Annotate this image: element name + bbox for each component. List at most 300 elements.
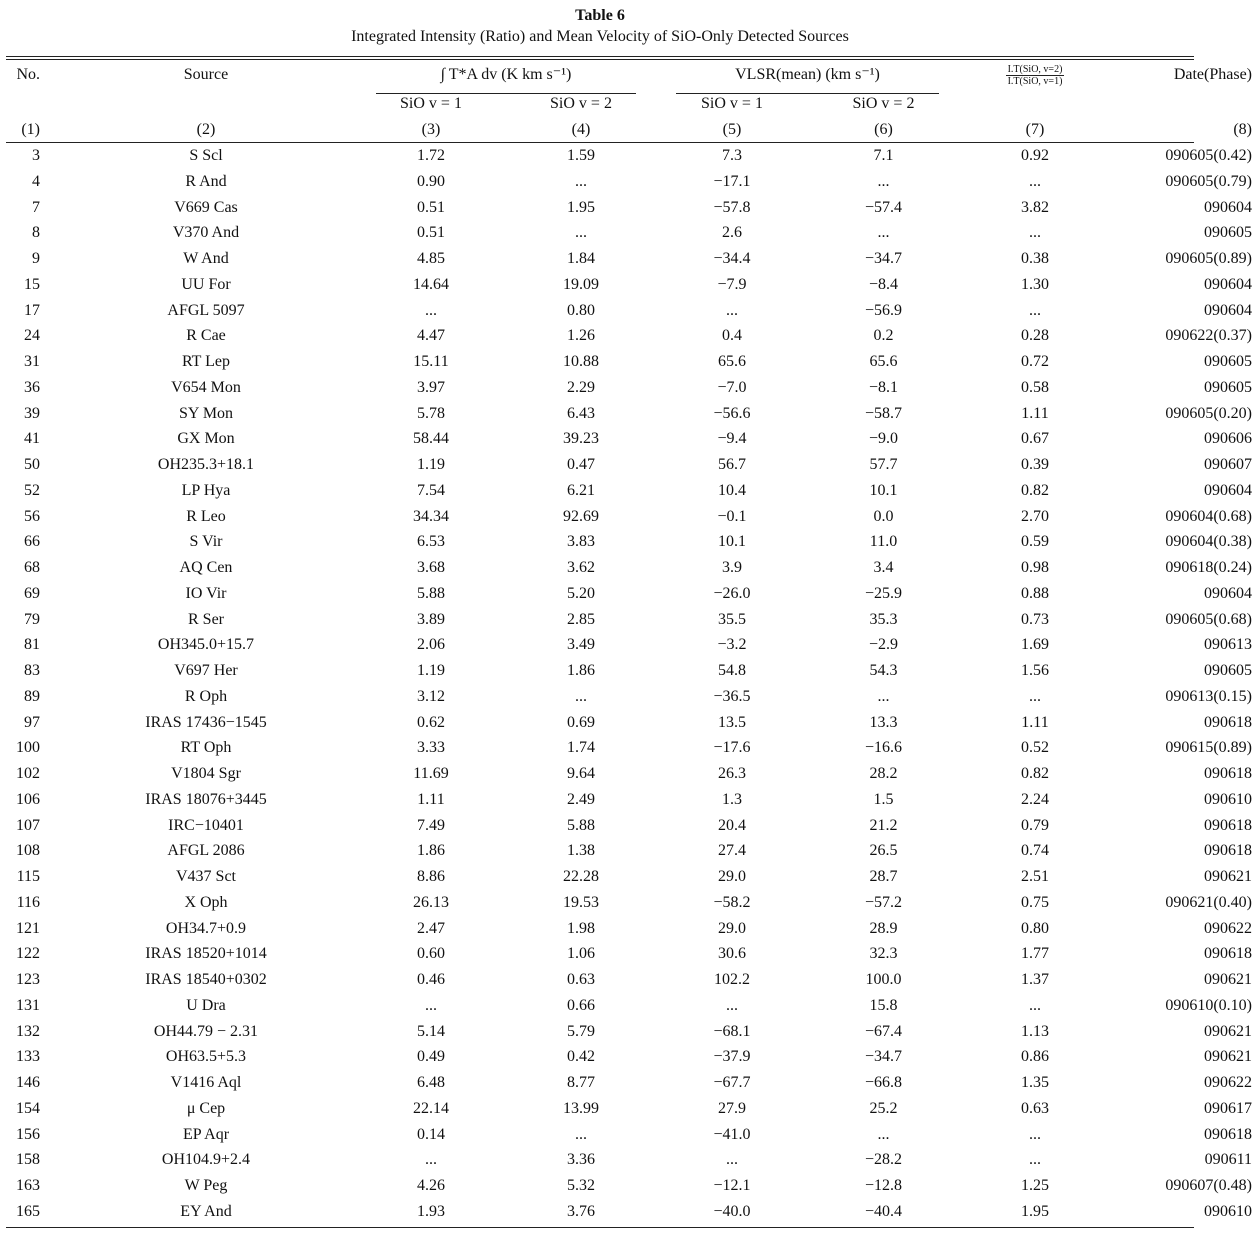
cell-int-sio-v1: 4.85 — [417, 250, 445, 267]
cell-int-sio-v1: 2.47 — [417, 919, 445, 937]
cell-int-sio-v2: 3.76 — [567, 1202, 595, 1220]
cell-vel-sio-v1: 0.4 — [722, 327, 742, 345]
cell-int-sio-v1: 26.13 — [413, 893, 449, 911]
cell-date: 090604 — [1204, 301, 1252, 319]
cell-date: 090618 — [1204, 765, 1252, 782]
cell-int-sio-v1: 7.49 — [417, 816, 445, 834]
cell-int-sio-v1: 4.47 — [417, 327, 445, 345]
cell-int-sio-v1: 2.06 — [417, 636, 445, 654]
cell-int-sio-v1: 0.62 — [417, 713, 445, 731]
cell-source: V1804 Sgr — [171, 765, 241, 782]
cell-no: 3 — [32, 147, 40, 164]
cell-no: 131 — [16, 996, 40, 1014]
cell-int-sio-v1: 14.64 — [413, 275, 449, 293]
cell-date: 090604 — [1204, 584, 1252, 602]
cell-date: 090613(0.15) — [1165, 687, 1252, 705]
cell-date: 090605(0.89) — [1165, 250, 1252, 267]
cell-vel-sio-v2: 25.2 — [869, 1099, 898, 1117]
cell-int-sio-v2: 1.38 — [567, 842, 595, 860]
cell-date: 090605(0.68) — [1165, 610, 1252, 628]
cell-vel-sio-v1: 29.0 — [718, 868, 746, 885]
cell-source: OH63.5+5.3 — [165, 1048, 247, 1066]
cell-source: LP Hya — [181, 481, 231, 499]
cell-source: V437 Sct — [176, 868, 236, 885]
cell-no: 41 — [24, 430, 40, 448]
cell-vel-sio-v2: −58.7 — [864, 404, 903, 422]
cell-vel-sio-v1: −68.1 — [713, 1022, 751, 1040]
cell-ratio: 0.98 — [1021, 559, 1049, 576]
cell-vel-sio-v2: −2.9 — [868, 636, 899, 654]
cell-no: 133 — [16, 1048, 40, 1066]
cell-date: 090613 — [1204, 636, 1252, 654]
cell-ratio: 0.67 — [1021, 430, 1049, 448]
cell-vel-sio-v2: −12.8 — [864, 1177, 903, 1194]
cell-int-sio-v2: ... — [575, 687, 587, 705]
cell-int-sio-v2: 5.88 — [567, 816, 595, 834]
cell-ratio: ... — [1029, 996, 1041, 1014]
cell-int-sio-v2: 1.59 — [567, 147, 595, 164]
cell-no: 66 — [24, 533, 40, 551]
cell-no: 121 — [16, 919, 40, 937]
ratio-denominator: I.T(SiO, v=1) — [1007, 75, 1063, 87]
cell-source: UU For — [181, 275, 231, 293]
cell-int-sio-v2: 9.64 — [567, 765, 595, 782]
cell-no: 31 — [24, 353, 40, 370]
cell-ratio: 0.92 — [1021, 147, 1049, 164]
cell-int-sio-v2: 6.21 — [567, 481, 595, 499]
cell-int-sio-v2: 0.80 — [567, 301, 595, 319]
cell-source: OH345.0+15.7 — [157, 636, 255, 654]
cell-ratio: 0.73 — [1021, 610, 1049, 628]
cell-int-sio-v1: 1.19 — [417, 456, 445, 473]
header-row-1 — [6, 60, 1252, 90]
cell-date: 090605(0.20) — [1165, 404, 1252, 422]
cell-vel-sio-v1: −56.6 — [713, 404, 751, 422]
cell-date: 090621 — [1204, 971, 1252, 988]
cell-date: 090618 — [1204, 1125, 1252, 1143]
cell-int-sio-v1: 0.90 — [417, 172, 445, 190]
cell-date: 090610 — [1204, 790, 1252, 808]
cell-ratio: 1.95 — [1021, 1202, 1049, 1220]
cell-int-sio-v2: 1.84 — [567, 250, 595, 267]
cell-vel-sio-v1: ... — [726, 1151, 738, 1169]
cell-vel-sio-v2: −56.9 — [864, 301, 903, 319]
cell-no: 68 — [24, 559, 40, 576]
cell-source: V654 Mon — [171, 378, 241, 396]
cell-vel-sio-v2: 54.3 — [869, 662, 898, 679]
cell-ratio: 2.70 — [1021, 507, 1049, 525]
cell-vel-sio-v2: 28.9 — [869, 919, 898, 937]
cell-ratio: 0.82 — [1021, 481, 1049, 499]
cell-vel-sio-v2: 57.7 — [869, 456, 898, 473]
cell-int-sio-v2: ... — [575, 224, 587, 242]
cell-vel-sio-v1: 26.3 — [718, 765, 746, 782]
cell-vel-sio-v2: −57.4 — [864, 198, 903, 216]
cell-ratio: ... — [1029, 172, 1041, 190]
cell-int-sio-v1: 1.19 — [417, 662, 445, 679]
cell-vel-sio-v2: 28.2 — [869, 765, 898, 782]
cell-vel-sio-v2: ... — [877, 224, 890, 242]
cell-date: 090605(0.42) — [1165, 147, 1252, 164]
cell-ratio: 1.37 — [1021, 971, 1049, 988]
header-integrated-intensity — [356, 60, 656, 90]
cell-no: 89 — [24, 687, 40, 705]
cell-vel-sio-v1: 56.7 — [718, 456, 746, 473]
cell-source: V1416 Aql — [170, 1074, 242, 1091]
cell-no: 108 — [16, 842, 40, 860]
cell-int-sio-v2: 6.43 — [567, 404, 595, 422]
cell-ratio: 1.69 — [1021, 636, 1049, 654]
cell-ratio: 0.28 — [1021, 327, 1049, 345]
cell-int-sio-v2: 8.77 — [567, 1074, 595, 1091]
header-vlsr-label: VLSR(mean) (km s⁻¹) — [735, 66, 880, 83]
cell-no: 81 — [24, 636, 40, 654]
cell-source: IRC−10401 — [168, 816, 244, 834]
cell-vel-sio-v2: −16.6 — [864, 739, 903, 757]
cell-date: 090621 — [1204, 1022, 1252, 1040]
cell-ratio: 0.63 — [1021, 1099, 1049, 1117]
cell-ratio: 1.25 — [1021, 1177, 1049, 1194]
cell-int-sio-v2: 0.69 — [567, 713, 595, 731]
cell-no: 36 — [24, 378, 40, 396]
cell-source: S Scl — [189, 147, 223, 164]
cell-int-sio-v2: 19.53 — [563, 893, 599, 911]
ratio-fraction — [1006, 64, 1065, 87]
cell-source: RT Oph — [180, 739, 232, 757]
cell-vel-sio-v2: −25.9 — [864, 584, 903, 602]
header-int-sio-v1: SiO v = 1 — [400, 95, 462, 112]
cell-vel-sio-v2: 11.0 — [869, 533, 898, 551]
cell-vel-sio-v1: 30.6 — [718, 945, 746, 963]
cell-no: 122 — [16, 945, 40, 963]
cell-ratio: 0.39 — [1021, 456, 1049, 473]
cell-int-sio-v1: 6.48 — [417, 1074, 445, 1091]
cell-source: V370 And — [172, 224, 240, 242]
cell-source: AQ Cen — [179, 559, 233, 576]
header-vlsr — [656, 60, 959, 90]
cell-source: EP Aqr — [182, 1125, 230, 1143]
cell-date: 090606 — [1204, 430, 1252, 448]
col-num-1: (1) — [21, 121, 40, 138]
cell-int-sio-v2: 2.29 — [567, 378, 595, 396]
cell-int-sio-v1: 3.97 — [417, 378, 445, 396]
cell-no: 106 — [16, 790, 40, 808]
cell-int-sio-v2: 5.32 — [567, 1177, 595, 1194]
cell-source: SY Mon — [178, 404, 234, 422]
cell-date: 090610(0.10) — [1165, 996, 1252, 1014]
cell-int-sio-v1: 22.14 — [413, 1099, 449, 1117]
cell-date: 090605 — [1204, 378, 1252, 396]
cell-source: OH44.79 − 2.31 — [153, 1022, 259, 1040]
cell-vel-sio-v1: 27.9 — [718, 1099, 746, 1117]
cell-date: 090622 — [1204, 919, 1252, 937]
cell-vel-sio-v2: 10.1 — [869, 481, 898, 499]
header-int-sio-v2: SiO v = 2 — [550, 95, 612, 112]
cell-vel-sio-v2: 65.6 — [869, 353, 898, 370]
cell-ratio: ... — [1029, 1151, 1041, 1169]
cell-vel-sio-v2: −40.4 — [864, 1202, 903, 1220]
cell-date: 090617 — [1204, 1099, 1252, 1117]
cell-int-sio-v1: ... — [425, 301, 437, 319]
cell-no: 83 — [24, 662, 40, 679]
cell-date: 090604 — [1204, 198, 1252, 216]
cell-int-sio-v2: 92.69 — [563, 507, 599, 525]
cell-int-sio-v2: 2.85 — [567, 610, 595, 628]
cell-int-sio-v2: ... — [575, 172, 587, 190]
cell-source: RT Lep — [181, 353, 231, 370]
cell-no: 163 — [16, 1177, 40, 1194]
cell-date: 090622 — [1204, 1074, 1252, 1091]
cell-no: 115 — [16, 868, 40, 885]
cell-int-sio-v2: 3.62 — [567, 559, 595, 576]
cell-vel-sio-v2: −66.8 — [864, 1074, 903, 1091]
cell-no: 4 — [32, 172, 40, 190]
cell-ratio: 1.35 — [1021, 1074, 1049, 1091]
ratio-numerator: I.T(SiO, v=2) — [1007, 63, 1063, 75]
cell-ratio: 0.79 — [1021, 816, 1049, 834]
cell-int-sio-v1: 34.34 — [413, 507, 449, 525]
cell-vel-sio-v1: −17.6 — [713, 739, 751, 757]
cell-int-sio-v1: 0.51 — [417, 224, 445, 242]
cell-date: 090604(0.38) — [1165, 533, 1252, 551]
cell-ratio: 1.11 — [1021, 404, 1049, 422]
cell-ratio: 0.80 — [1021, 919, 1049, 937]
cell-date: 090618 — [1204, 945, 1252, 963]
cell-vel-sio-v1: −67.7 — [713, 1074, 751, 1091]
cell-int-sio-v2: 22.28 — [563, 868, 599, 885]
cell-vel-sio-v2: 15.8 — [869, 996, 898, 1014]
cell-no: 79 — [24, 610, 40, 628]
cell-no: 102 — [16, 765, 40, 782]
cell-vel-sio-v2: −67.4 — [864, 1022, 903, 1040]
cell-int-sio-v1: 0.60 — [417, 945, 445, 963]
cell-no: 132 — [16, 1022, 40, 1040]
cell-int-sio-v1: 1.72 — [417, 147, 445, 164]
cell-vel-sio-v2: −57.2 — [864, 893, 903, 911]
cell-int-sio-v2: 1.06 — [567, 945, 595, 963]
cell-int-sio-v1: 0.14 — [417, 1125, 445, 1143]
cell-source: U Dra — [186, 996, 226, 1014]
header-source: Source — [183, 66, 229, 83]
cell-source: X Oph — [184, 893, 228, 911]
cell-int-sio-v1: 1.93 — [417, 1202, 445, 1220]
cell-int-sio-v1: 3.12 — [417, 687, 445, 705]
cell-source: OH235.3+18.1 — [157, 456, 255, 473]
cell-int-sio-v1: 3.68 — [417, 559, 445, 576]
header-no: No. — [16, 66, 40, 83]
cell-date: 090611 — [1204, 1151, 1252, 1169]
cell-source: AFGL 5097 — [167, 301, 245, 319]
cell-vel-sio-v2: ... — [877, 687, 890, 705]
cell-int-sio-v1: 3.33 — [417, 739, 445, 757]
cell-vel-sio-v1: 10.4 — [718, 481, 746, 499]
cell-vel-sio-v1: 7.3 — [722, 147, 742, 164]
cell-int-sio-v2: 2.49 — [567, 790, 595, 808]
cell-date: 090605 — [1204, 353, 1252, 370]
cell-no: 9 — [32, 250, 40, 267]
cell-int-sio-v1: 15.11 — [413, 353, 449, 370]
cell-vel-sio-v1: −3.2 — [717, 636, 747, 654]
cell-vel-sio-v2: 100.0 — [865, 971, 902, 988]
cell-source: OH104.9+2.4 — [161, 1151, 251, 1169]
cell-source: IRAS 17436−1545 — [145, 713, 267, 731]
cell-int-sio-v1: 1.11 — [417, 790, 445, 808]
cell-ratio: 1.30 — [1021, 275, 1049, 293]
cell-vel-sio-v1: ... — [726, 996, 738, 1014]
col-num-2: (2) — [196, 121, 216, 138]
header-vel-sio-v1: SiO v = 1 — [701, 95, 763, 112]
cell-date: 090607(0.48) — [1165, 1177, 1252, 1194]
cell-source: W And — [183, 250, 229, 267]
cell-vel-sio-v1: 102.2 — [714, 971, 750, 988]
col-num-3: (3) — [421, 121, 441, 138]
header-row-2 — [6, 90, 1194, 118]
cell-int-sio-v1: 7.54 — [417, 481, 445, 499]
cell-source: R Leo — [186, 507, 226, 525]
cell-source: IRAS 18076+3445 — [145, 790, 267, 808]
cell-ratio: 0.72 — [1021, 353, 1049, 370]
cell-date: 090618 — [1204, 713, 1252, 731]
cell-source: R And — [185, 172, 227, 190]
cell-vel-sio-v2: −8.1 — [868, 378, 899, 396]
cell-ratio: ... — [1029, 301, 1041, 319]
cell-vel-sio-v2: 26.5 — [869, 842, 898, 860]
cell-int-sio-v2: 0.42 — [567, 1048, 595, 1066]
cell-vel-sio-v1: −7.0 — [717, 378, 747, 396]
cell-no: 17 — [24, 301, 40, 319]
cell-int-sio-v2: 19.09 — [563, 275, 599, 293]
cell-vel-sio-v2: ... — [877, 172, 890, 190]
cell-source: μ Cep — [186, 1099, 226, 1117]
cell-vel-sio-v1: 29.0 — [718, 919, 746, 937]
cell-ratio: 0.86 — [1021, 1048, 1049, 1066]
header-integrated-intensity-label: ∫ T*A dv (K km s⁻¹) — [440, 66, 572, 83]
cell-vel-sio-v2: 21.2 — [869, 816, 898, 834]
cell-no: 7 — [32, 198, 40, 216]
cell-source: GX Mon — [177, 430, 235, 448]
cell-int-sio-v2: 1.86 — [567, 662, 595, 679]
cell-int-sio-v2: 10.88 — [563, 353, 599, 370]
cell-vel-sio-v1: 10.1 — [718, 533, 746, 551]
cell-vel-sio-v2: 13.3 — [869, 713, 898, 731]
bottom-rule — [6, 1227, 1194, 1228]
cell-ratio: 1.13 — [1021, 1022, 1049, 1040]
cell-ratio: 1.56 — [1021, 662, 1049, 679]
cell-source: V669 Cas — [174, 198, 238, 216]
cell-no: 97 — [24, 713, 40, 731]
cell-source: W Peg — [184, 1177, 228, 1194]
cell-vel-sio-v2: 1.5 — [873, 790, 894, 808]
cell-int-sio-v2: 3.36 — [567, 1151, 595, 1169]
cell-vel-sio-v1: −9.4 — [717, 430, 747, 448]
cell-no: 154 — [16, 1099, 40, 1117]
cell-int-sio-v2: 5.20 — [567, 584, 595, 602]
cell-source: V697 Her — [174, 662, 238, 679]
cell-no: 50 — [24, 456, 40, 473]
header-vel-sio-v2: SiO v = 2 — [852, 95, 915, 112]
cell-source: R Cae — [186, 327, 226, 345]
cell-source: IRAS 18520+1014 — [145, 945, 267, 963]
header-row-numbers — [6, 118, 1252, 142]
vlsr-rule — [676, 93, 939, 94]
cell-date: 090622(0.37) — [1165, 327, 1252, 345]
cell-vel-sio-v2: 0.2 — [873, 327, 894, 345]
cell-int-sio-v2: 3.49 — [567, 636, 595, 654]
col-num-5: (5) — [722, 121, 742, 138]
cell-int-sio-v1: ... — [425, 1151, 437, 1169]
cell-vel-sio-v1: −57.8 — [713, 198, 751, 216]
cell-source: R Oph — [184, 687, 228, 705]
cell-ratio: 0.58 — [1021, 378, 1049, 396]
cell-int-sio-v1: 1.86 — [417, 842, 445, 860]
cell-no: 39 — [24, 404, 40, 422]
cell-int-sio-v1: 0.51 — [417, 198, 445, 216]
cell-vel-sio-v1: −7.9 — [717, 275, 747, 293]
cell-date: 090618 — [1204, 842, 1252, 860]
cell-int-sio-v1: 11.69 — [413, 765, 449, 782]
col-num-4: (4) — [571, 121, 591, 138]
cell-vel-sio-v1: 2.6 — [722, 224, 742, 242]
cell-no: 69 — [24, 584, 40, 602]
cell-source: EY And — [180, 1202, 232, 1220]
cell-vel-sio-v1: 27.4 — [718, 842, 746, 860]
table-label: Table 6 — [575, 7, 625, 24]
table-body — [6, 143, 1252, 1225]
cell-int-sio-v1: 58.44 — [413, 430, 449, 448]
cell-ratio: 0.82 — [1021, 765, 1049, 782]
cell-date: 090621(0.40) — [1165, 893, 1252, 911]
cell-int-sio-v1: 8.86 — [417, 868, 445, 885]
cell-source: OH34.7+0.9 — [165, 919, 247, 937]
cell-date: 090605(0.79) — [1165, 172, 1252, 190]
cell-vel-sio-v1: −41.0 — [713, 1125, 751, 1143]
cell-no: 52 — [24, 481, 40, 499]
cell-vel-sio-v1: −37.9 — [713, 1048, 751, 1066]
cell-int-sio-v2: 0.47 — [567, 456, 595, 473]
cell-ratio: 0.59 — [1021, 533, 1049, 551]
cell-int-sio-v1: 5.78 — [417, 404, 445, 422]
cell-int-sio-v2: 13.99 — [563, 1099, 599, 1117]
integrated-intensity-rule — [376, 93, 636, 94]
cell-no: 24 — [24, 327, 40, 345]
cell-no: 156 — [16, 1125, 40, 1143]
cell-no: 146 — [16, 1074, 40, 1091]
cell-vel-sio-v1: 54.8 — [718, 662, 746, 679]
header-ratio — [959, 60, 1111, 90]
header-date: Date(Phase) — [1173, 66, 1252, 83]
cell-ratio: 2.24 — [1021, 790, 1049, 808]
cell-no: 8 — [32, 224, 40, 242]
cell-ratio: 0.52 — [1021, 739, 1049, 757]
cell-vel-sio-v1: −34.4 — [713, 250, 751, 267]
cell-int-sio-v2: ... — [575, 1125, 587, 1143]
cell-ratio: ... — [1029, 224, 1041, 242]
cell-vel-sio-v1: −40.0 — [713, 1202, 751, 1220]
cell-int-sio-v2: 1.95 — [567, 198, 595, 216]
cell-vel-sio-v2: −28.2 — [864, 1151, 903, 1169]
col-num-7: (7) — [1025, 121, 1045, 138]
cell-ratio: 2.51 — [1021, 868, 1049, 885]
cell-date: 090604 — [1204, 275, 1252, 293]
cell-vel-sio-v2: 32.3 — [869, 945, 898, 963]
cell-no: 165 — [16, 1202, 40, 1220]
cell-vel-sio-v2: −8.4 — [868, 275, 899, 293]
cell-date: 090605 — [1204, 662, 1252, 679]
cell-int-sio-v1: 4.26 — [417, 1177, 445, 1194]
cell-ratio: ... — [1029, 687, 1041, 705]
cell-date: 090621 — [1204, 1048, 1252, 1066]
cell-no: 123 — [16, 971, 40, 988]
